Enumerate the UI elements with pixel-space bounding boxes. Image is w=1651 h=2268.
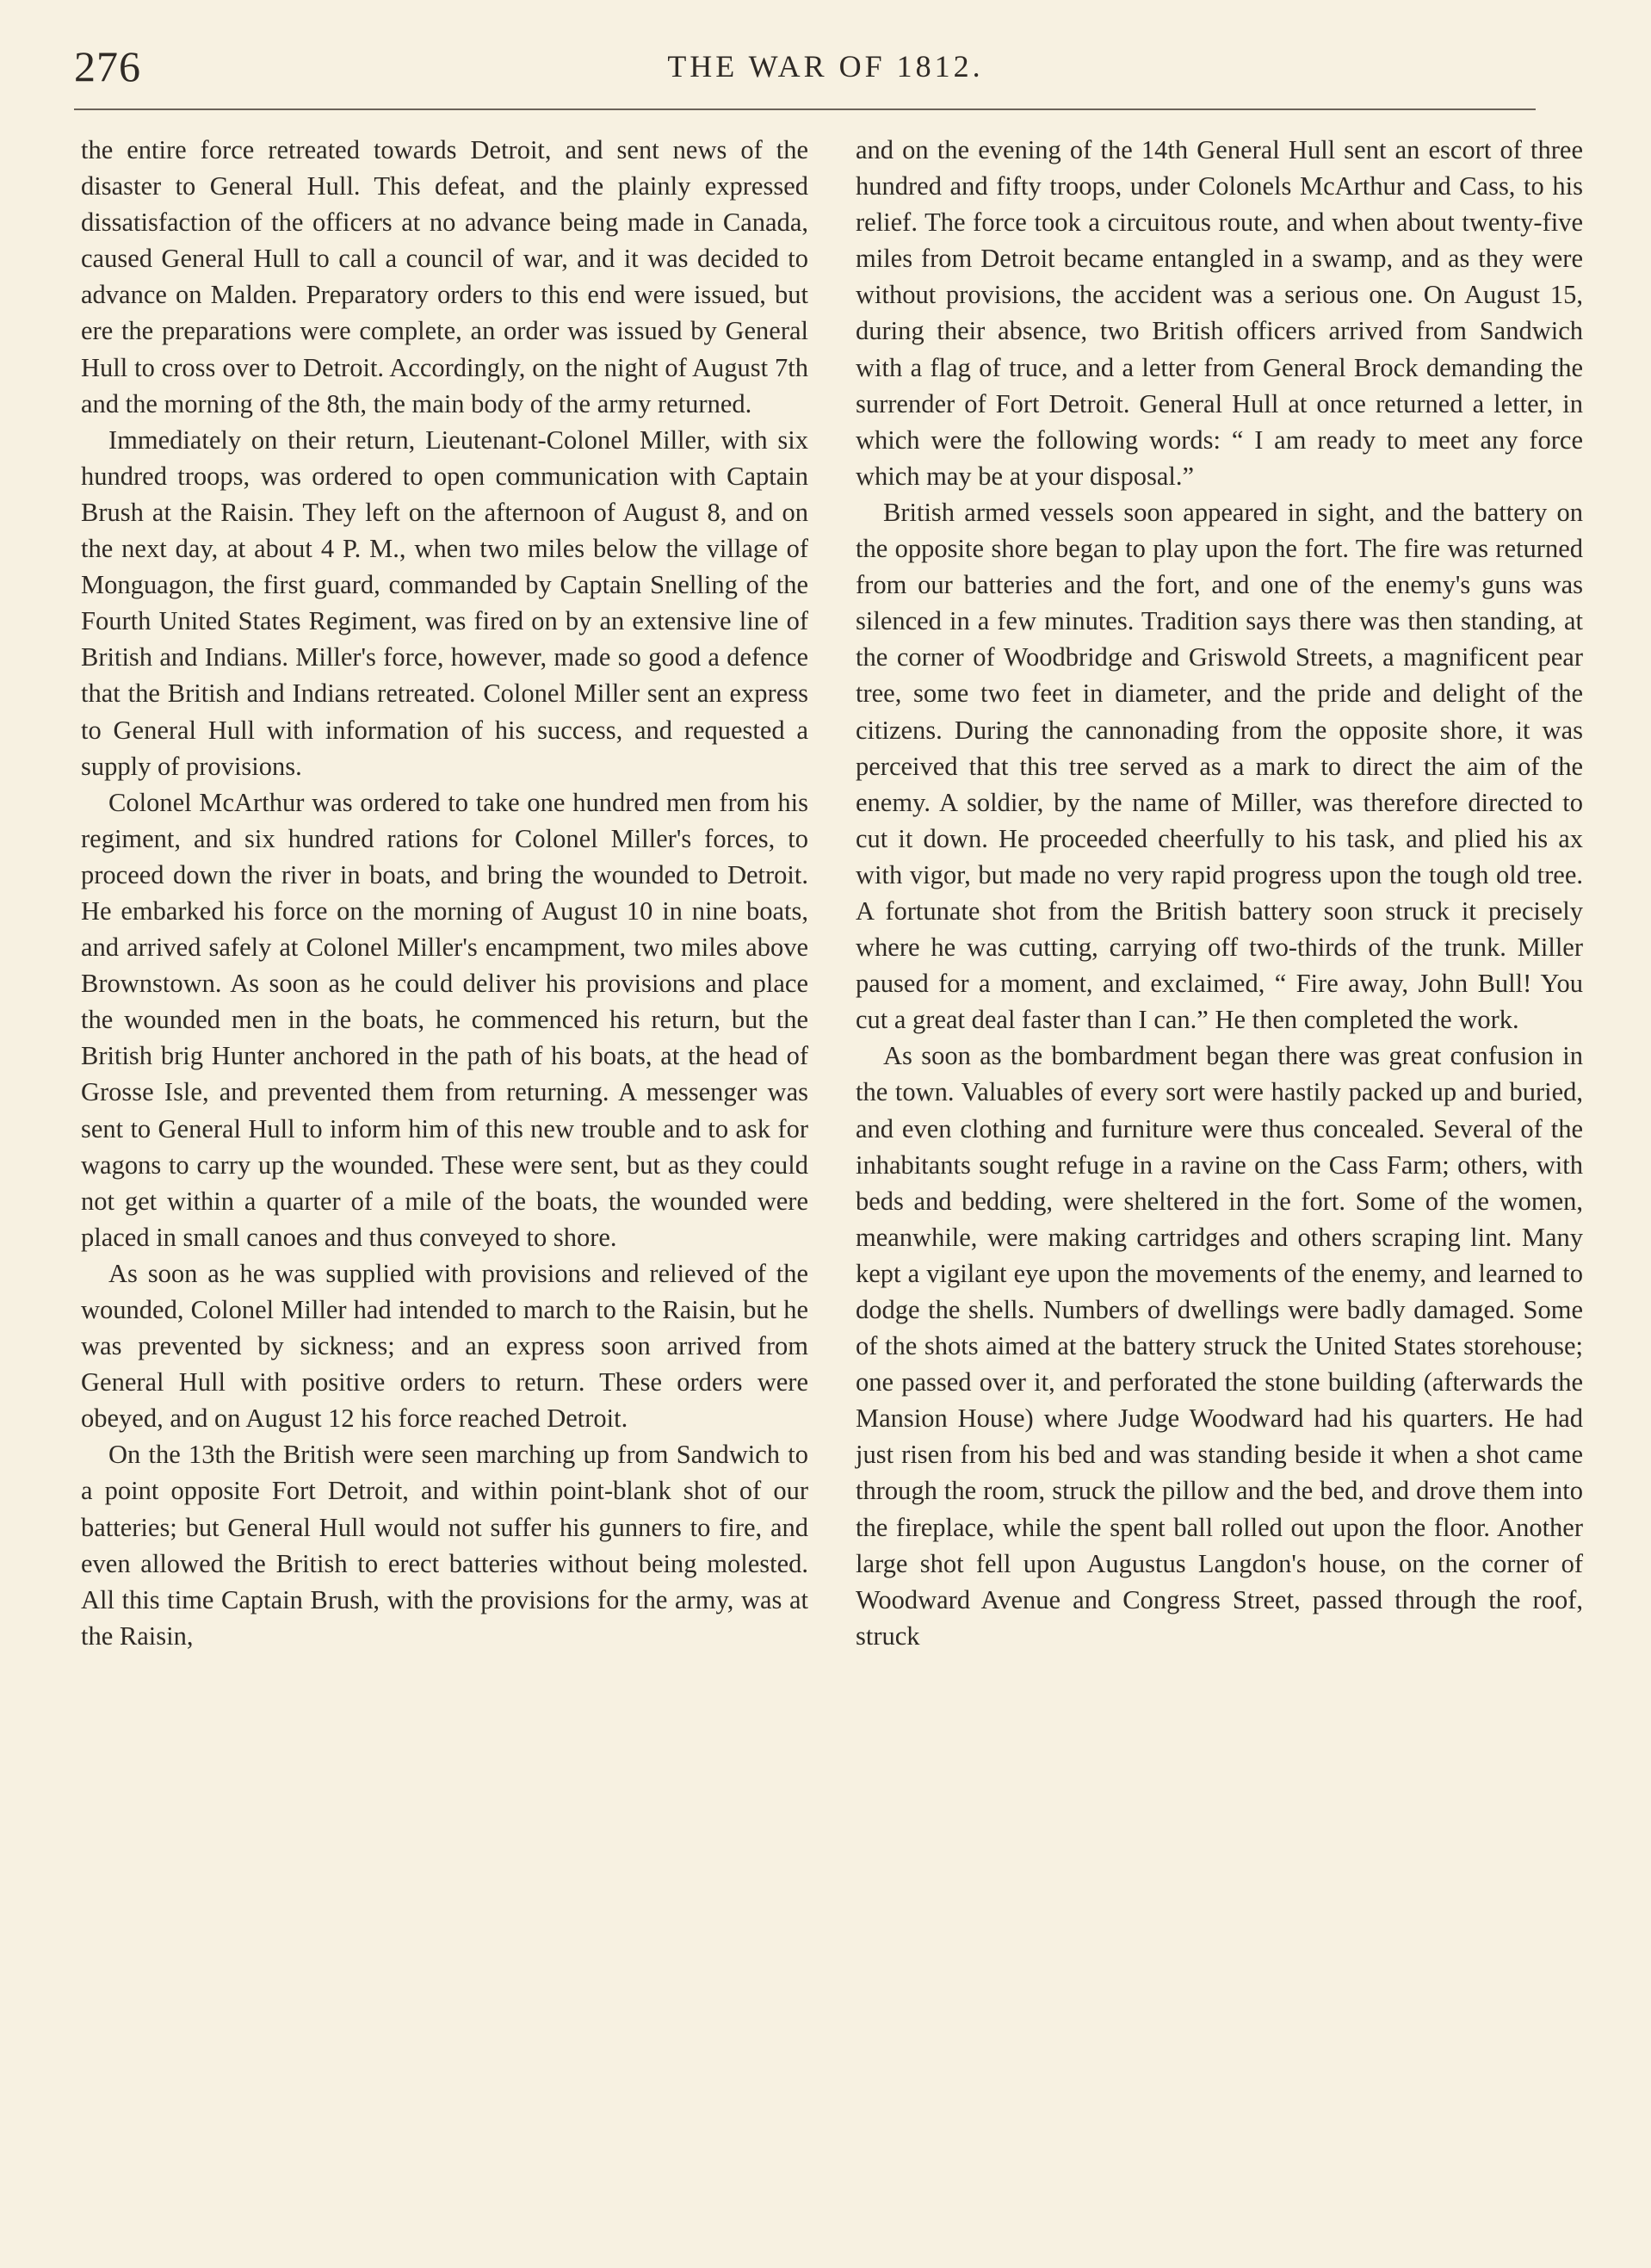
paragraph: the entire force retreated towards Detroit, and sent news of the disaster to General Hull. This defeat, and the plainly expressed dissatisfaction of the officers at no advance being made in Canada, caused General Hull to call a council of war, and it was decided to advance on Malden. Preparatory orders to this end were issued, but ere the preparations were complete, an order was issued by General Hull to cross over to Detroit. Accordingly, on the night of August 7th and the morning of the 8th, the main body of the army returned.	[81, 135, 808, 418]
paragraph: British armed vessels soon appeared in sight, and the battery on the opposite shore began to play upon the fort. The fire was returned from our batteries and the fort, and one of the enemy's guns was silenced in a few minutes. Tradition says there was then standing, at the corner of Woodbridge and Griswold Streets, a magnificent pear tree, some two feet in diameter, and the pride and delight of the citizens. During the cannonading from the opposite shore, it was perceived that this tree served as a mark to direct the aim of the enemy. A soldier, by the name of Miller, was therefore directed to cut it down. He proceeded cheerfully to his task, and plied his ax with vigor, but made no very rapid progress upon the tough old tree. A fortunate shot from the British battery soon struck it precisely where he was cutting, carrying off two-thirds of the trunk. Miller paused for a moment, and exclaimed, “ Fire away, John Bull! You cut a great deal faster than I can.” He then completed the work.	[856, 497, 1583, 1035]
header-rule	[74, 108, 1536, 110]
page-header	[0, 0, 1651, 121]
paragraph: Colonel McArthur was ordered to take one hundred men from his regiment, and six hundred rations for Colonel Miller's forces, to proceed down the river in boats, and bring the wounded to Detroit. He embarked his force on the morning of August 10 in nine boats, and arrived safely at Colonel Miller's encampment, two miles above Brownstown. As soon as he could deliver his provisions and place the wounded men in the boats, he commenced his return, but the British brig Hunter anchored in the path of his boats, at the head of Grosse Isle, and prevented them from returning. A messenger was sent to General Hull to inform him of this new trouble and to ask for wagons to carry up the wounded. These were sent, but as they could not get within a quarter of a mile of the boats, the wounded were placed in small canoes and thus conveyed to shore.	[81, 787, 808, 1252]
running-title: THE WAR OF 1812.	[667, 49, 984, 84]
paragraph: Immediately on their return, Lieutenant-Colonel Miller, with six hundred troops, was ordered to open communication with Captain Brush at the Raisin. They left on the afternoon of August 8, and on the next day, at about 4 P. M., when two miles below the village of Monguagon, the first guard, commanded by Captain Snelling of the Fourth United States Regiment, was fired on by an extensive line of British and Indians. Miller's force, however, made so good a defence that the British and Indians retreated. Colonel Miller sent an express to General Hull with information of his success, and requested a supply of provisions.	[81, 424, 808, 781]
paragraph: As soon as the bombardment began there was great confusion in the town. Valuables of every sort were hastily packed up and buried, and even clothing and furniture were thus concealed. Several of the inhabitants sought refuge in a ravine on the Cass Farm; others, with beds and bedding, were sheltered in the fort. Some of the women, meanwhile, were making cartridges and others scraping lint. Many kept a vigilant eye upon the movements of the enemy, and learned to dodge the shells. Numbers of dwellings were badly damaged. Some of the shots aimed at the battery struck the United States storehouse; one passed over it, and perforated the stone building (afterwards the Mansion House) where Judge Woodward had his quarters. He had just risen from his bed and was standing beside it when a shot came through the room, struck the pillow and the bed, and drove them into the fireplace, while the spent ball rolled out upon the floor. Another large shot fell upon Augustus Langdon's house, on the corner of Woodward Avenue and Congress Street, passed through the roof, struck	[856, 1041, 1583, 1651]
left-column	[81, 132, 808, 1654]
paragraph: As soon as he was supplied with provisions and relieved of the wounded, Colonel Miller had intended to march to the Raisin, but he was prevented by sickness; and an express soon arrived from General Hull with positive orders to return. These orders were obeyed, and on August 12 his force reached Detroit.	[81, 1258, 808, 1434]
paragraph: and on the evening of the 14th General Hull sent an escort of three hundred and fifty troops, under Colonels McArthur and Cass, to his relief. The force took a circuitous route, and when about twenty-five miles from Detroit became entangled in a swamp, and as they were without provisions, the accident was a serious one. On August 15, during their absence, two British officers arrived from Sandwich with a flag of truce, and a letter from General Brock demanding the surrender of Fort Detroit. General Hull at once returned a letter, in which were the following words: “ I am ready to meet any force which may be at your disposal.”	[856, 135, 1583, 491]
paragraph: On the 13th the British were seen marching up from Sandwich to a point opposite Fort Detroit, and within point-blank shot of our batteries; but General Hull would not suffer his gunners to fire, and even allowed the British to erect batteries without being molested. All this time Captain Brush, with the provisions for the army, was at the Raisin,	[81, 1440, 808, 1651]
right-column	[856, 132, 1583, 1654]
page-number: 276	[74, 42, 141, 90]
